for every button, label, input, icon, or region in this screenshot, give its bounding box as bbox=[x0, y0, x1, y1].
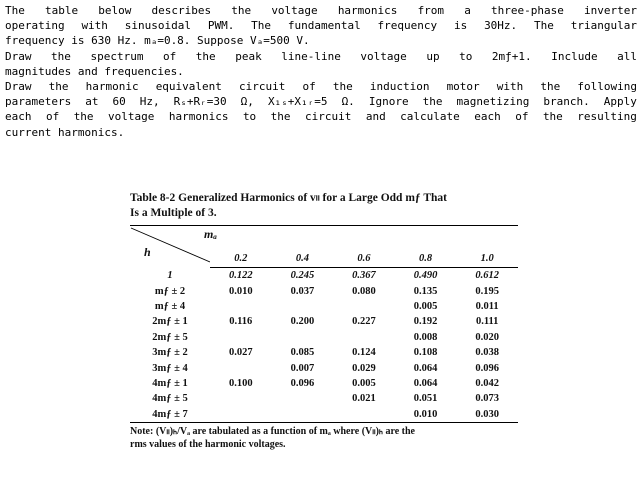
row-label: 2mƒ ± 5 bbox=[152, 331, 188, 343]
problem-word: of bbox=[163, 49, 177, 63]
problem-word: Ω, bbox=[240, 95, 254, 109]
problem-word: parameters bbox=[5, 95, 72, 109]
problem-word: 60 bbox=[112, 95, 126, 109]
table-cell: 0.096 bbox=[475, 362, 499, 374]
table-cell: 0.051 bbox=[413, 393, 438, 405]
table-note bbox=[130, 425, 518, 451]
row-label: 4mƒ ± 7 bbox=[152, 408, 188, 420]
problem-word: of bbox=[302, 80, 316, 94]
problem-word: the bbox=[422, 95, 443, 109]
table-cell: 0.124 bbox=[352, 347, 376, 359]
table-cell: 0.080 bbox=[352, 285, 376, 297]
problem-word: 2mƒ+1. bbox=[491, 49, 532, 63]
problem-word: X₁ₛ+X₁ᵣ=5 bbox=[267, 95, 328, 109]
table-cell: 0.064 bbox=[413, 362, 438, 374]
table-row bbox=[130, 391, 518, 406]
problem-word: frequency bbox=[377, 19, 438, 33]
table-cell: 0.037 bbox=[290, 285, 315, 297]
problem-word: describes bbox=[151, 4, 212, 17]
problem-word: motor bbox=[446, 80, 480, 94]
problem-word: harmonics bbox=[337, 4, 398, 17]
problem-word: circuit bbox=[305, 110, 352, 124]
table-cell: 0.108 bbox=[413, 347, 438, 359]
table-body bbox=[130, 268, 518, 422]
problem-line-2 bbox=[5, 18, 637, 33]
table-cell: 0.027 bbox=[228, 347, 253, 359]
problem-word: the bbox=[73, 110, 94, 124]
header-h-label: h bbox=[144, 245, 151, 259]
problem-word: each bbox=[474, 110, 501, 124]
problem-word: with bbox=[81, 19, 108, 33]
table-row bbox=[130, 407, 518, 422]
table-cell: 0.064 bbox=[413, 377, 438, 389]
problem-word: to bbox=[459, 49, 473, 63]
problem-word: a bbox=[464, 4, 471, 17]
problem-word: sinusoidal bbox=[124, 19, 191, 33]
table-cell: 0.135 bbox=[413, 285, 438, 297]
problem-word: equivalent bbox=[155, 80, 222, 94]
row-label: 1 bbox=[167, 270, 173, 282]
problem-word: harmonic bbox=[85, 80, 139, 94]
problem-word: the bbox=[48, 80, 69, 94]
table-cell: 0.010 bbox=[228, 285, 253, 297]
table-row bbox=[130, 360, 518, 375]
column-header: 0.8 bbox=[419, 253, 433, 264]
problem-line-6 bbox=[5, 79, 637, 94]
table-header bbox=[130, 226, 518, 265]
problem-word: to bbox=[242, 110, 257, 124]
table-cell: 0.021 bbox=[352, 393, 376, 405]
problem-word: branch. bbox=[543, 95, 590, 109]
problem-word: inverter bbox=[583, 4, 637, 17]
table-cell: 0.227 bbox=[352, 316, 376, 328]
table-cell: 0.367 bbox=[352, 270, 376, 282]
problem-word: calculate bbox=[400, 110, 460, 124]
problem-word: Rₛ+Rᵣ=30 bbox=[173, 95, 227, 109]
problem-line-8 bbox=[5, 109, 637, 124]
table-cell: 0.010 bbox=[413, 408, 438, 420]
row-label: 2mƒ ± 1 bbox=[152, 316, 188, 328]
problem-word: three-phase bbox=[490, 4, 564, 17]
problem-word: The bbox=[5, 4, 25, 17]
table-note-line-1: Note: (Vₗₗ)ₕ/Vₐ are tabulated as a function of mₐ where (Vₗₗ)ₕ are the bbox=[130, 425, 415, 437]
table-caption bbox=[130, 191, 518, 221]
problem-word: triangular bbox=[570, 19, 637, 33]
problem-word: Apply bbox=[603, 95, 637, 109]
table-row bbox=[130, 345, 518, 360]
table-cell: 0.005 bbox=[413, 300, 438, 312]
problem-line-5: magnitudes and frequencies. bbox=[5, 64, 184, 78]
problem-word: harmonics bbox=[168, 110, 229, 124]
problem-word: fundamental bbox=[287, 19, 361, 33]
table-cell: 0.096 bbox=[290, 377, 315, 389]
problem-word: Ω. bbox=[341, 95, 355, 109]
problem-word: The bbox=[534, 19, 554, 33]
problem-word: the bbox=[270, 110, 291, 124]
table-row bbox=[130, 314, 518, 329]
table-cell: 0.116 bbox=[229, 316, 253, 328]
problem-word: with bbox=[496, 80, 524, 94]
table-caption-line-2: Is a Multiple of 3. bbox=[130, 207, 217, 219]
problem-word: the bbox=[540, 80, 561, 94]
problem-word: magnetizing bbox=[456, 95, 530, 109]
table-cell: 0.111 bbox=[475, 316, 499, 328]
problem-word: 30Hz. bbox=[484, 19, 518, 33]
row-label: mƒ ± 2 bbox=[154, 285, 186, 297]
table-cell: 0.612 bbox=[475, 270, 499, 282]
problem-word: below bbox=[98, 4, 132, 17]
column-header: 0.6 bbox=[357, 253, 371, 264]
problem-line-9: current harmonics. bbox=[5, 125, 125, 139]
problem-line-3: frequency is 630 Hz. mₐ=0.8. Suppose Vₐ=500 V. bbox=[5, 34, 310, 48]
problem-word: at bbox=[85, 95, 99, 109]
table-cell: 0.030 bbox=[475, 408, 499, 420]
column-header: 0.4 bbox=[295, 253, 309, 264]
problem-word: Ignore bbox=[368, 95, 409, 109]
problem-word: the bbox=[51, 49, 71, 63]
table-cell: 0.200 bbox=[290, 316, 315, 328]
table-cell: 0.490 bbox=[413, 270, 438, 282]
table-row bbox=[130, 330, 518, 345]
harmonics-table-figure bbox=[130, 191, 518, 451]
table-cell: 0.011 bbox=[475, 300, 499, 312]
problem-word: The bbox=[251, 19, 272, 33]
table-note-line-2: rms values of the harmonic voltages. bbox=[130, 438, 286, 450]
table-cell: 0.073 bbox=[475, 393, 499, 405]
problem-word: of bbox=[45, 110, 60, 124]
problem-word: the bbox=[231, 4, 252, 17]
problem-word: is bbox=[453, 19, 468, 33]
table-cell: 0.008 bbox=[413, 331, 438, 343]
problem-word: peak bbox=[235, 49, 262, 63]
problem-word: induction bbox=[369, 80, 430, 94]
table-cell: 0.192 bbox=[413, 316, 438, 328]
header-diagonal-line bbox=[130, 226, 210, 265]
table-cell: 0.005 bbox=[352, 377, 376, 389]
problem-word: table bbox=[45, 4, 79, 17]
table-caption-line-1: Table 8-2 Generalized Harmonics of vₗₗ for a Large Odd mƒ That bbox=[130, 192, 447, 204]
row-label: 4mƒ ± 1 bbox=[152, 377, 188, 389]
problem-word: circuit bbox=[239, 80, 286, 94]
problem-word: all bbox=[617, 49, 637, 63]
table-row bbox=[130, 299, 518, 314]
problem-word: voltage bbox=[108, 110, 155, 124]
problem-word: the bbox=[195, 49, 216, 63]
problem-word: Include bbox=[551, 49, 598, 63]
problem-word: of bbox=[515, 110, 529, 124]
header-ma-label: mₐ bbox=[204, 227, 217, 241]
table-cell: 0.029 bbox=[352, 362, 376, 374]
problem-word: the bbox=[542, 110, 563, 124]
table-cell: 0.195 bbox=[475, 285, 499, 297]
problem-word: line-line bbox=[281, 49, 341, 63]
table-cell: 0.042 bbox=[475, 377, 499, 389]
table-row bbox=[130, 376, 518, 391]
table-cell: 0.245 bbox=[290, 270, 315, 282]
table-cell: 0.085 bbox=[290, 347, 315, 359]
header-columns bbox=[210, 253, 518, 264]
table-bottom-rule bbox=[130, 422, 518, 423]
problem-statement bbox=[5, 3, 637, 140]
table-cell: 0.038 bbox=[475, 347, 499, 359]
problem-word: and bbox=[365, 110, 386, 124]
problem-word: Hz, bbox=[139, 95, 160, 109]
table-cell: 0.020 bbox=[475, 331, 499, 343]
problem-line-1 bbox=[5, 3, 637, 18]
table-row bbox=[130, 283, 518, 298]
problem-word: up bbox=[426, 49, 440, 63]
problem-line-4 bbox=[5, 49, 637, 64]
problem-line-7 bbox=[5, 94, 637, 109]
table-cell: 0.007 bbox=[290, 362, 315, 374]
column-header: 1.0 bbox=[480, 253, 494, 264]
problem-word: resulting bbox=[577, 110, 637, 124]
problem-word: Draw bbox=[5, 49, 32, 63]
table-cell: 0.122 bbox=[228, 270, 253, 282]
problem-word: voltage bbox=[360, 49, 407, 63]
problem-word: operating bbox=[5, 19, 65, 33]
problem-word: PWM. bbox=[207, 19, 235, 33]
problem-word: following bbox=[577, 80, 637, 94]
problem-word: from bbox=[417, 4, 445, 17]
row-label: 3mƒ ± 4 bbox=[152, 362, 188, 374]
problem-word: voltage bbox=[271, 4, 318, 17]
problem-word: Draw bbox=[5, 80, 32, 94]
row-label: mƒ ± 4 bbox=[154, 300, 186, 312]
problem-word: the bbox=[332, 80, 353, 94]
problem-word: each bbox=[5, 110, 32, 124]
table-row bbox=[130, 268, 518, 283]
column-header: 0.2 bbox=[234, 253, 248, 264]
row-label: 4mƒ ± 5 bbox=[152, 393, 188, 405]
problem-word: spectrum bbox=[90, 49, 144, 63]
table-cell: 0.100 bbox=[228, 377, 253, 389]
row-label: 3mƒ ± 2 bbox=[152, 347, 188, 359]
